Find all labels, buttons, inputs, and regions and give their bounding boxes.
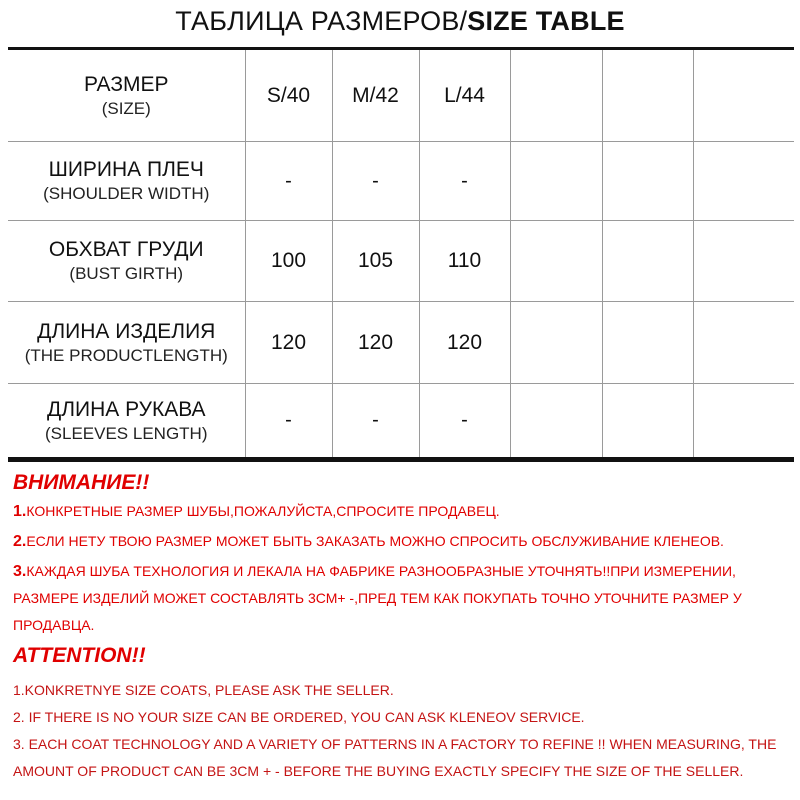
empty-cell bbox=[693, 49, 794, 142]
empty-cell bbox=[602, 142, 693, 221]
size-value-cell: - bbox=[245, 142, 332, 221]
size-value-cell: L/44 bbox=[419, 49, 510, 142]
table-row bbox=[8, 302, 794, 384]
attention-item-en: 3. EACH COAT TECHNOLOGY AND A VARIETY OF PATTERNS IN A FACTORY TO REFINE !! WHEN MEASURING, THE AMOUNT OF PRODUCT CAN BE 3CM + - BEFORE THE BUYING EXACTLY SPECIFY THE SIZE OF THE SELLER. bbox=[13, 736, 777, 779]
page-title bbox=[0, 6, 800, 37]
item-number: 2. bbox=[13, 533, 27, 550]
item-number: 1. bbox=[13, 503, 27, 520]
attention-item-en: 1.KONKRETNYE SIZE COATS, PLEASE ASK THE SELLER. bbox=[13, 682, 394, 698]
empty-cell bbox=[693, 384, 794, 460]
row-label-ru: ДЛИНА ИЗДЕЛИЯ bbox=[37, 319, 216, 343]
size-value-cell: M/42 bbox=[332, 49, 419, 142]
size-value-cell: 100 bbox=[245, 221, 332, 302]
size-table bbox=[8, 47, 794, 462]
item-number: 3. bbox=[13, 563, 27, 580]
size-value-cell: - bbox=[419, 384, 510, 460]
table-row bbox=[8, 221, 794, 302]
size-value-cell: 105 bbox=[332, 221, 419, 302]
table-row bbox=[8, 49, 794, 142]
row-label-ru: ШИРИНА ПЛЕЧ bbox=[48, 158, 204, 181]
size-value-cell: - bbox=[419, 142, 510, 221]
empty-cell bbox=[510, 302, 602, 384]
item-text: ЕСЛИ НЕТУ ТВОЮ РАЗМЕР МОЖЕТ БЫТЬ ЗАКАЗАТЬ МОЖНО СПРОСИТЬ ОБСЛУЖИВАНИЕ КЛЕНЕОВ. bbox=[26, 533, 724, 549]
empty-cell bbox=[693, 302, 794, 384]
table-row bbox=[8, 142, 794, 221]
size-value-cell: 120 bbox=[245, 302, 332, 384]
row-label-en: (SHOULDER WIDTH) bbox=[43, 184, 210, 203]
title-separator: / bbox=[459, 6, 468, 36]
size-value-cell: 120 bbox=[419, 302, 510, 384]
item-text: КАЖДАЯ ШУБА ТЕХНОЛОГИЯ И ЛЕКАЛА НА ФАБРИКЕ РАЗНООБРАЗНЫЕ УТОЧНЯТЬ!!ПРИ ИЗМЕРЕНИИ, РАЗМЕРЕ ИЗДЕЛИЙ МОЖЕТ СОСТАВЛЯТЬ 3СМ+ -,ПРЕД ТЕМ КАК ПОКУПАТЬ ТОЧНО УТОЧНИТЕ РАЗМЕР У ПРОДАВЦА. bbox=[13, 563, 742, 633]
empty-cell bbox=[602, 384, 693, 460]
attention-list-ru bbox=[13, 498, 793, 639]
row-label-ru: РАЗМЕР bbox=[83, 72, 169, 96]
empty-cell bbox=[602, 221, 693, 302]
size-value-cell: - bbox=[332, 384, 419, 460]
empty-cell bbox=[693, 221, 794, 302]
row-label-en: (SLEEVES LENGTH) bbox=[45, 423, 208, 443]
size-value-cell: - bbox=[332, 142, 419, 221]
empty-cell bbox=[510, 49, 602, 142]
row-label-cell bbox=[8, 302, 245, 384]
row-label-cell bbox=[8, 49, 245, 142]
empty-cell bbox=[510, 221, 602, 302]
item-text: КОНКРЕТНЫЕ РАЗМЕР ШУБЫ,ПОЖАЛУЙСТА,СПРОСИТЕ ПРОДАВЕЦ. bbox=[26, 503, 500, 519]
empty-cell bbox=[602, 49, 693, 142]
attention-item-en: 2. IF THERE IS NO YOUR SIZE CAN BE ORDERED, YOU CAN ASK KLENEOV SERVICE. bbox=[13, 709, 585, 725]
row-label-cell bbox=[8, 221, 245, 302]
title-en: SIZE TABLE bbox=[467, 6, 625, 36]
row-label-en: (SIZE) bbox=[101, 98, 151, 118]
size-value-cell: 120 bbox=[332, 302, 419, 384]
row-label-ru: ДЛИНА РУКАВА bbox=[46, 397, 206, 421]
attention-list-en bbox=[13, 677, 793, 785]
row-label-en: (THE PRODUCTLENGTH) bbox=[24, 345, 228, 365]
empty-cell bbox=[510, 384, 602, 460]
size-value-cell: 110 bbox=[419, 221, 510, 302]
row-label-cell bbox=[8, 142, 245, 221]
empty-cell bbox=[693, 142, 794, 221]
attention-heading-en: ATTENTION!! bbox=[13, 644, 146, 667]
attention-heading-ru: ВНИМАНИЕ!! bbox=[13, 471, 150, 494]
empty-cell bbox=[510, 142, 602, 221]
attention-item-ru bbox=[13, 498, 793, 525]
row-label-cell bbox=[8, 384, 245, 460]
size-value-cell: S/40 bbox=[245, 49, 332, 142]
row-label-ru: ОБХВАТ ГРУДИ bbox=[48, 238, 204, 261]
title-ru: ТАБЛИЦА РАЗМЕРОВ bbox=[175, 6, 460, 36]
attention-item-ru bbox=[13, 528, 793, 555]
size-value-cell: - bbox=[245, 384, 332, 460]
row-label-en: (BUST GIRTH) bbox=[69, 264, 184, 283]
attention-item-ru bbox=[13, 558, 793, 639]
table-row bbox=[8, 384, 794, 460]
empty-cell bbox=[602, 302, 693, 384]
notes-section bbox=[13, 468, 793, 785]
